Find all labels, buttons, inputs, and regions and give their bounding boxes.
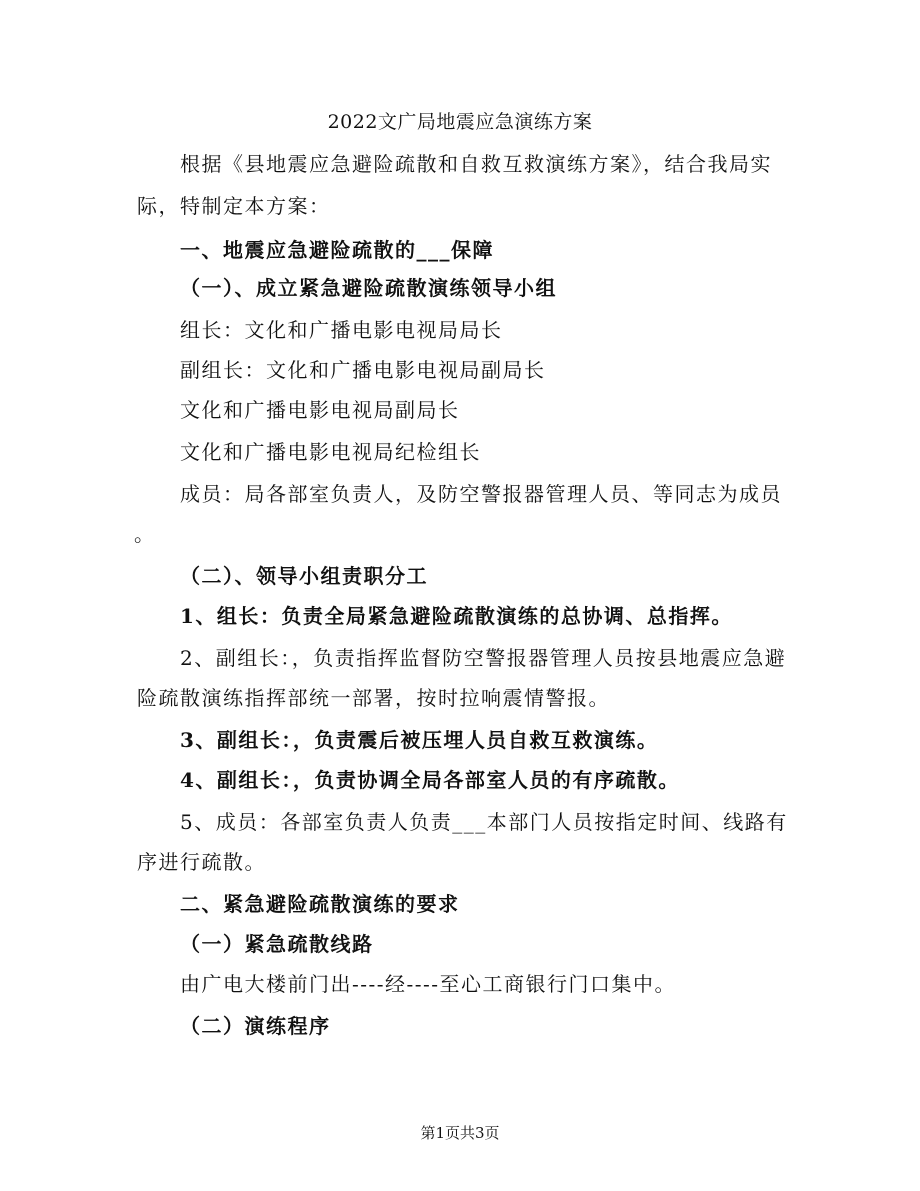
duty-item-1: 1、组长：负责全局紧急避险疏散演练的总协调、总指挥。 bbox=[180, 604, 733, 628]
paragraph-members-2: 。 bbox=[134, 522, 156, 546]
paragraph-leader: 组长：文化和广播电影电视局局长 bbox=[180, 318, 503, 342]
paragraph-intro-2: 际，特制定本方案： bbox=[137, 194, 331, 218]
duty-item-3: 3、副组长：，负责震后被压埋人员自救互救演练。 bbox=[180, 728, 659, 752]
duty-item-4: 4、副组长：，负责协调全局各部室人员的有序疏散。 bbox=[180, 768, 680, 792]
paragraph-discipline: 文化和广播电影电视局纪检组长 bbox=[180, 440, 481, 464]
document-title: 2022文广局地震应急演练方案 bbox=[327, 111, 593, 133]
section-heading-1: 一、地震应急避险疏散的___保障 bbox=[180, 238, 494, 262]
duty-item-2-line-2: 险疏散演练指挥部统一部署，按时拉响震情警报。 bbox=[137, 686, 610, 710]
subsection-heading-2-2: （二）演练程序 bbox=[180, 1014, 331, 1038]
duty-item-5-line-1: 5、成员：各部室负责人负责___本部门人员按指定时间、线路有 bbox=[180, 810, 788, 834]
paragraph-deputy-leader: 副组长：文化和广播电影电视局副局长 bbox=[180, 358, 546, 382]
page-number-footer: 第1页共3页 bbox=[420, 1124, 500, 1142]
paragraph-route: 由广电大楼前门出----经----至心工商银行门口集中。 bbox=[180, 972, 677, 996]
paragraph-members-1: 成员：局各部室负责人，及防空警报器管理人员、等同志为成员 bbox=[180, 482, 782, 506]
duty-item-5-line-2: 序进行疏散。 bbox=[137, 850, 266, 874]
subsection-heading-2-1: （一）紧急疏散线路 bbox=[180, 932, 374, 956]
subsection-heading-1-1: （一）、成立紧急避险疏散演练领导小组 bbox=[180, 276, 557, 300]
subsection-heading-1-2: （二）、领导小组责职分工 bbox=[180, 564, 428, 588]
paragraph-deputy-director: 文化和广播电影电视局副局长 bbox=[180, 398, 460, 422]
duty-item-2-line-1: 2、副组长：，负责指挥监督防空警报器管理人员按县地震应急避 bbox=[180, 646, 787, 670]
section-heading-2: 二、紧急避险疏散演练的要求 bbox=[180, 892, 460, 916]
paragraph-intro-1: 根据《县地震应急避险疏散和自救互救演练方案》，结合我局实 bbox=[180, 152, 772, 176]
